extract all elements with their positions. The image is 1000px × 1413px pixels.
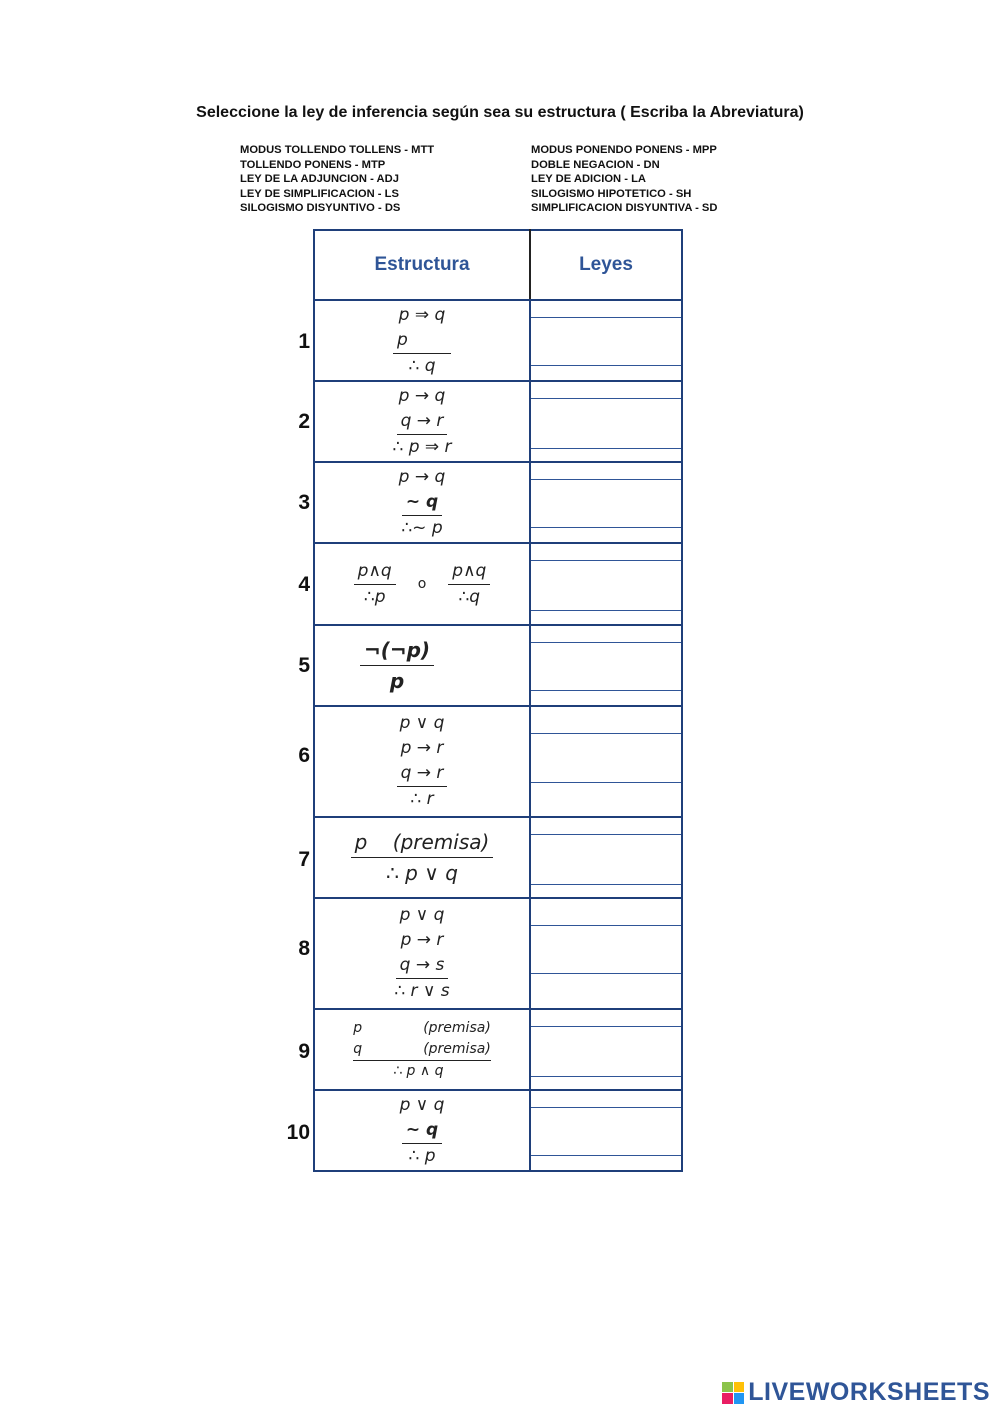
- premise: p → r: [400, 930, 444, 950]
- inference-table: [313, 229, 683, 1172]
- premise: p ∨ q: [399, 905, 445, 925]
- table-row: [314, 1090, 682, 1171]
- premise: q → s: [396, 953, 449, 979]
- answer-line: [531, 1076, 681, 1077]
- answer-line: [531, 690, 681, 691]
- answer-line: [531, 365, 681, 366]
- answer-cell[interactable]: [530, 898, 682, 1009]
- premise: q → r: [397, 409, 448, 435]
- answer-line: [531, 642, 681, 643]
- table-row: [314, 462, 682, 543]
- row-number: 4: [298, 573, 310, 596]
- conclusion: ∴ p ∨ q: [386, 861, 458, 885]
- law-item: LEY DE SIMPLIFICACION - LS: [240, 187, 399, 200]
- formula: [351, 827, 494, 888]
- premise: p: [393, 328, 451, 354]
- premise-note: (premisa): [423, 1019, 491, 1036]
- answer-line: [531, 398, 681, 399]
- table-row: [314, 543, 682, 625]
- row-number: 10: [286, 1121, 310, 1144]
- premise: [353, 1039, 491, 1061]
- laws-list-right: [531, 143, 717, 216]
- conclusion: ∴ q: [408, 355, 436, 376]
- structure-cell: [314, 543, 530, 625]
- premise: p → q: [398, 466, 446, 487]
- premise: [353, 1018, 491, 1039]
- law-item: LEY DE LA ADJUNCION - ADJ: [240, 173, 399, 186]
- row-number: 8: [298, 937, 310, 960]
- table-row: [314, 817, 682, 898]
- row-number: 7: [298, 848, 310, 871]
- laws-list-left: [240, 143, 434, 216]
- structure-cell: [314, 1009, 530, 1090]
- law-item: SIMPLIFICACION DISYUNTIVA - SD: [531, 202, 718, 215]
- conclusion: ∴ p ∧ q: [393, 1062, 444, 1079]
- formula: [392, 384, 451, 460]
- law-item: SILOGISMO HIPOTETICO - SH: [531, 187, 692, 200]
- conclusion: p: [389, 669, 405, 693]
- answer-line: [531, 560, 681, 561]
- formula: [353, 1018, 491, 1082]
- formula: [397, 711, 448, 812]
- answer-line: [531, 479, 681, 480]
- answer-line: [531, 448, 681, 449]
- table-row: [314, 381, 682, 462]
- premise: ~ q: [402, 1118, 442, 1144]
- premise: p → q: [398, 385, 446, 406]
- row-number: 2: [298, 410, 310, 433]
- premise: p → r: [400, 738, 444, 758]
- table-row: [314, 625, 682, 706]
- formula: [399, 465, 446, 541]
- premise: ~ q: [402, 490, 442, 516]
- or-separator: o: [417, 575, 427, 592]
- answer-line: [531, 733, 681, 734]
- answer-cell[interactable]: [530, 817, 682, 898]
- premise: p∧q: [448, 559, 490, 585]
- premise: ¬(¬p): [360, 635, 434, 666]
- answer-line: [531, 1026, 681, 1027]
- structure-cell: [314, 381, 530, 462]
- premise-var: p: [353, 1019, 363, 1036]
- law-item: MODUS TOLLENDO TOLLENS - MTT: [240, 144, 435, 156]
- table-row: [314, 300, 682, 381]
- answer-cell[interactable]: [530, 706, 682, 817]
- premise-note: (premisa): [423, 1040, 491, 1057]
- header-leyes: Leyes: [530, 230, 682, 300]
- structure-cell: [314, 817, 530, 898]
- liveworksheets-icon: [722, 1382, 744, 1404]
- answer-line: [531, 884, 681, 885]
- header-estructura: Estructura: [314, 230, 530, 300]
- table-row: [314, 706, 682, 817]
- answer-cell[interactable]: [530, 1090, 682, 1171]
- premise: q → r: [397, 761, 448, 787]
- fraction: [354, 559, 396, 610]
- answer-line: [531, 1107, 681, 1108]
- answer-cell[interactable]: [530, 1009, 682, 1090]
- conclusion: ∴ p: [408, 1145, 436, 1166]
- answer-line: [531, 610, 681, 611]
- answer-cell[interactable]: [530, 300, 682, 381]
- answer-line: [531, 973, 681, 974]
- answer-cell[interactable]: [530, 625, 682, 706]
- answer-cell[interactable]: [530, 543, 682, 625]
- brand-name: LIVEWORKSHEETS: [748, 1378, 990, 1406]
- premise: p ⇒ q: [398, 304, 446, 325]
- row-number: 5: [298, 654, 310, 677]
- premise: p∧q: [354, 559, 396, 585]
- formula: [393, 303, 451, 379]
- row-number: 3: [298, 491, 310, 514]
- structure-cell: [314, 462, 530, 543]
- law-item: LEY DE ADICION - LA: [531, 173, 646, 186]
- answer-line: [531, 1155, 681, 1156]
- answer-line: [531, 925, 681, 926]
- answer-line: [531, 782, 681, 783]
- row-number: 9: [298, 1040, 310, 1063]
- table-row: [314, 898, 682, 1009]
- conclusion: ∴ r: [410, 789, 434, 809]
- law-item: DOBLE NEGACION - DN: [531, 158, 660, 171]
- liveworksheets-logo: [722, 1378, 990, 1407]
- formula: [394, 903, 449, 1004]
- formula: [360, 635, 434, 696]
- law-item: SILOGISMO DISYUNTIVO - DS: [240, 202, 401, 215]
- premise: p (premisa): [351, 827, 494, 858]
- worksheet-title: Seleccione la ley de inferencia según sea su estructura ( Escriba la Abreviatura): [196, 104, 804, 121]
- answer-cell[interactable]: [530, 381, 682, 462]
- premise-var: q: [353, 1040, 363, 1057]
- structure-cell: [314, 898, 530, 1009]
- row-number: 6: [298, 744, 310, 767]
- answer-line: [531, 527, 681, 528]
- structure-cell: [314, 706, 530, 817]
- answer-line: [531, 317, 681, 318]
- answer-cell[interactable]: [530, 462, 682, 543]
- conclusion: ∴q: [458, 586, 481, 607]
- conclusion: ∴ p ⇒ r: [392, 436, 452, 457]
- answer-line: [531, 834, 681, 835]
- law-item: TOLLENDO PONENS - MTP: [240, 158, 386, 171]
- row-number: 1: [298, 330, 310, 353]
- premise: p ∨ q: [399, 1094, 445, 1115]
- conclusion: ∴ r ∨ s: [394, 981, 450, 1001]
- structure-cell: [314, 300, 530, 381]
- law-item: MODUS PONENDO PONENS - MPP: [531, 144, 717, 156]
- table-row: [314, 1009, 682, 1090]
- conclusion: ∴~ p: [401, 517, 443, 538]
- conclusion: ∴p: [363, 586, 386, 607]
- premise: p ∨ q: [399, 713, 445, 733]
- formula: [315, 559, 529, 610]
- formula: [400, 1093, 445, 1169]
- structure-cell: [314, 625, 530, 706]
- fraction: [448, 559, 490, 610]
- structure-cell: [314, 1090, 530, 1171]
